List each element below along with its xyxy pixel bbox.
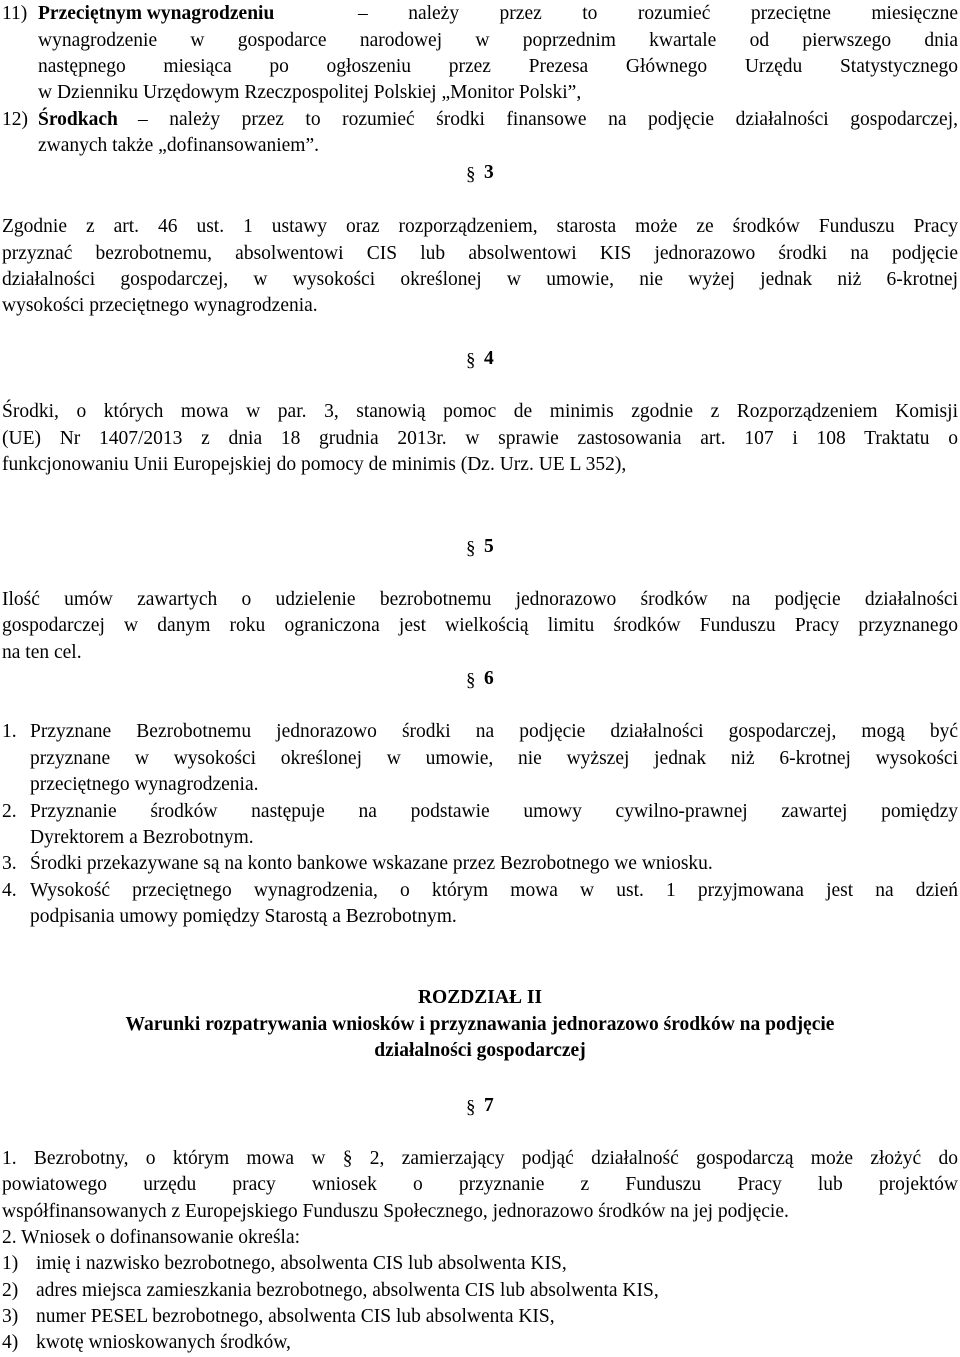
section-sign-icon: [466, 349, 478, 367]
item-11-line-2: wynagrodzenie w gospodarce narodowej w poprzednim kwartale od pierwszego dnia: [38, 30, 958, 51]
section-7-para-1-line-1: 1. Bezrobotny, o którym mowa w § 2, zamierzający podjąć działalność gospodarczą może złożyć do: [2, 1148, 958, 1169]
section-7-para-2-intro: 2. Wniosek o dofinansowanie określa:: [2, 1227, 301, 1248]
item-12-term: Środkach: [38, 109, 118, 130]
section-7-list-item-1-text: imię i nazwisko bezrobotnego, absolwenta CIS lub absolwenta KIS,: [36, 1253, 567, 1274]
section-7-para-1-line-3: współfinansowanych z Europejskiego Funduszu Społecznego, jednorazowo środków na jej podjęcie.: [2, 1201, 789, 1222]
item-11-line-1: – należy przez to rozumieć przeciętne miesięczne: [358, 3, 958, 24]
section-5-line-1: Ilość umów zawartych o udzielenie bezrobotnemu jednorazowo środków na podjęcie działalności: [2, 589, 958, 610]
section-5-line-2: gospodarczej w danym roku ograniczona jest wielkością limitu środków Funduszu Pracy przyznanego: [2, 615, 958, 636]
chapter-title: ROZDZIAŁ II: [417, 987, 543, 1008]
section-6-item-4-line-2: podpisania umowy pomiędzy Starostą a Bezrobotnym.: [30, 906, 457, 927]
section-4-line-3: funkcjonowaniu Unii Europejskiej do pomocy de minimis (Dz. Urz. UE L 352),: [2, 454, 627, 475]
section-5-heading: §5: [466, 534, 494, 560]
section-6-item-3-number: 3.: [2, 853, 17, 874]
section-6-item-2-line-2: Dyrektorem a Bezrobotnym.: [30, 827, 254, 848]
section-6-item-2-line-1: Przyznanie środków następuje na podstawie umowy cywilno-prawnej zawartej pomiędzy: [30, 801, 958, 822]
section-5-line-3: na ten cel.: [2, 642, 82, 663]
section-3-line-4: wysokości przeciętnego wynagrodzenia.: [2, 295, 318, 316]
item-12-number: 12): [2, 109, 28, 130]
item-11-line-4: w Dzienniku Urzędowym Rzeczpospolitej Polskiej „Monitor Polski”,: [38, 82, 582, 103]
item-12-line-2: zwanych także „dofinansowaniem”.: [38, 135, 319, 156]
section-6-item-3-line-1: Środki przekazywane są na konto bankowe wskazane przez Bezrobotnego we wniosku.: [30, 853, 713, 874]
section-6-item-4-line-1: Wysokość przeciętnego wynagrodzenia, o którym mowa w ust. 1 przyjmowana jest na dzień: [30, 880, 958, 901]
chapter-subtitle-line-2: działalności gospodarczej: [374, 1040, 586, 1061]
item-11-number: 11): [2, 3, 28, 24]
item-12-line-1: – należy przez to rozumieć środki finansowe na podjęcie działalności gospodarczej,: [138, 109, 958, 130]
section-7-list-item-3-number: 3): [2, 1306, 19, 1327]
item-11-line-3: następnego miesiąca po ogłoszeniu przez Prezesa Głównego Urzędu Statystycznego: [38, 56, 958, 77]
item-11-term: Przeciętnym wynagrodzeniu: [38, 3, 275, 24]
section-sign-icon: [466, 163, 478, 181]
section-6-item-4-number: 4.: [2, 880, 17, 901]
section-6-item-1-line-2: przyznane w wysokości określonej w umowie, nie wyższej jednak niż 6-krotnej wysokości: [30, 748, 958, 769]
section-3-line-1: Zgodnie z art. 46 ust. 1 ustawy oraz rozporządzeniem, starosta może ze środków Funduszu Pracy: [2, 216, 958, 237]
section-7-list-item-2-number: 2): [2, 1280, 19, 1301]
section-7-heading: §7: [466, 1093, 494, 1119]
section-6-item-2-number: 2.: [2, 801, 17, 822]
section-7-list-item-3-text: numer PESEL bezrobotnego, absolwenta CIS lub absolwenta KIS,: [36, 1306, 555, 1327]
section-7-list-item-2-text: adres miejsca zamieszkania bezrobotnego, absolwenta CIS lub absolwenta KIS,: [36, 1280, 659, 1301]
section-3-line-2: przyznać bezrobotnemu, absolwentowi CIS lub absolwentowi KIS jednorazowo środki na podjęcie: [2, 243, 958, 264]
section-7-list-item-1-number: 1): [2, 1253, 19, 1274]
section-sign-icon: [466, 669, 478, 687]
section-sign-icon: [466, 1096, 478, 1114]
section-7-list-item-4-text: kwotę wnioskowanych środków,: [36, 1332, 291, 1353]
chapter-subtitle-line-1: Warunki rozpatrywania wniosków i przyznawania jednorazowo środków na podjęcie: [125, 1014, 835, 1035]
section-4-line-2: (UE) Nr 1407/2013 z dnia 18 grudnia 2013r. w sprawie zastosowania art. 107 i 108 Traktatu o: [2, 428, 958, 449]
section-3-heading: §3: [466, 160, 494, 186]
section-7-list-item-4-number: 4): [2, 1332, 19, 1353]
section-6-item-1-line-3: przeciętnego wynagrodzenia.: [30, 774, 259, 795]
section-6-item-1-line-1: Przyznane Bezrobotnemu jednorazowo środki na podjęcie działalności gospodarczej, mogą być: [30, 721, 958, 742]
section-6-item-1-number: 1.: [2, 721, 17, 742]
section-6-heading: §6: [466, 666, 494, 692]
section-3-line-3: działalności gospodarczej, w wysokości określonej w umowie, nie wyżej jednak niż 6-krotnej: [2, 269, 958, 290]
section-4-heading: §4: [466, 346, 494, 372]
section-sign-icon: [466, 537, 478, 555]
section-4-line-1: Środki, o których mowa w par. 3, stanowią pomoc de minimis zgodnie z Rozporządzeniem Komisji: [2, 401, 958, 422]
section-7-para-1-line-2: powiatowego urzędu pracy wniosek o przyznanie z Funduszu Pracy lub projektów: [2, 1174, 958, 1195]
